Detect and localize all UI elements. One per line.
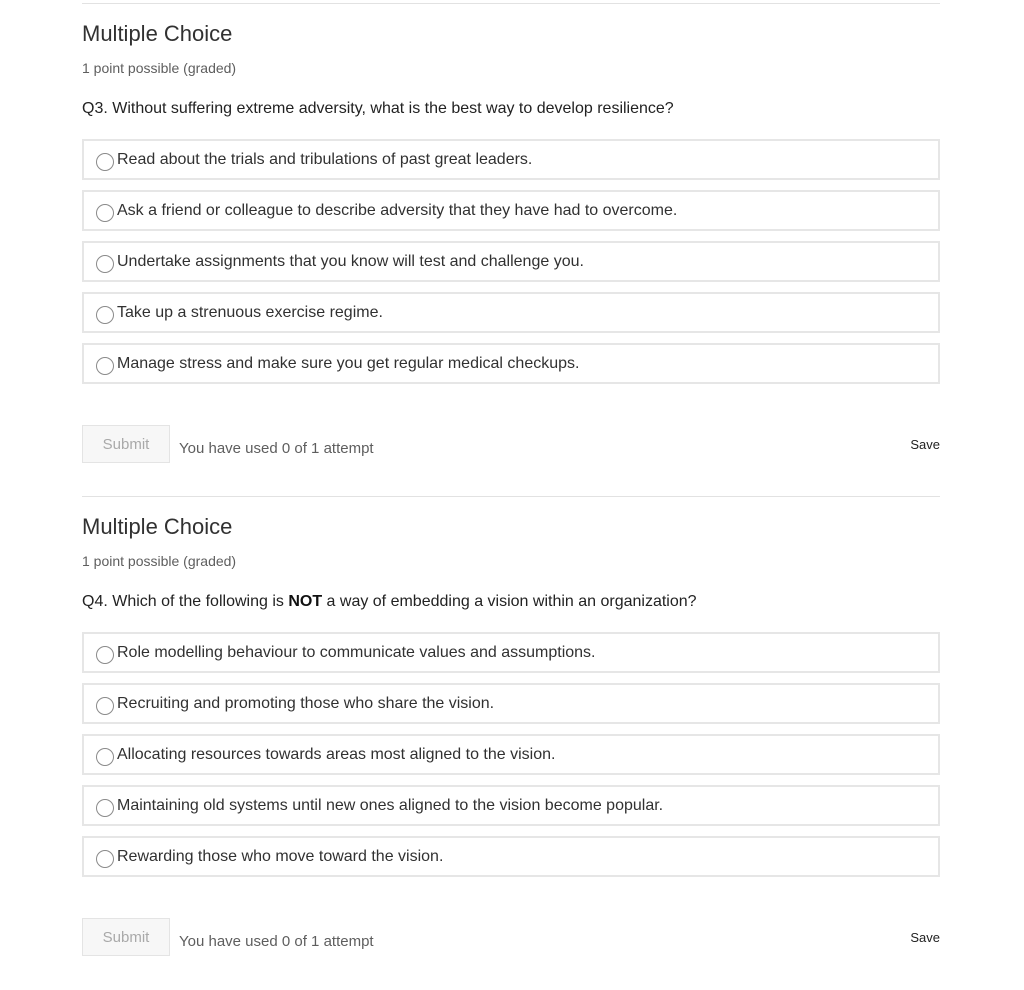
problems-container — [82, 0, 940, 958]
choice-label[interactable]: Manage stress and make sure you get regular medical checkups. — [117, 354, 580, 372]
choice-option[interactable] — [82, 683, 940, 724]
choice-option[interactable] — [82, 785, 940, 826]
choice-label[interactable]: Ask a friend or colleague to describe adversity that they have had to overcome. — [117, 201, 678, 219]
problem-q4 — [82, 513, 940, 958]
radio-button[interactable] — [96, 799, 114, 817]
problem-title: Multiple Choice — [82, 21, 233, 46]
choice-option[interactable] — [82, 139, 940, 180]
radio-button[interactable] — [96, 153, 114, 171]
choice-label[interactable]: Undertake assignments that you know will test and challenge you. — [117, 252, 584, 270]
problem-divider — [82, 3, 940, 4]
radio-button[interactable] — [96, 255, 114, 273]
radio-button[interactable] — [96, 850, 114, 868]
choice-label[interactable]: Rewarding those who move toward the vision. — [117, 847, 444, 865]
choice-option[interactable] — [82, 343, 940, 384]
submit-button[interactable]: Submit — [82, 918, 170, 956]
choice-option[interactable] — [82, 292, 940, 333]
question-prefix: Q3. Without suffering extreme adversity, what is the best way to develop resilience? — [82, 100, 674, 117]
radio-button[interactable] — [96, 306, 114, 324]
choice-option[interactable] — [82, 734, 940, 775]
points-possible: 1 point possible (graded) — [82, 60, 237, 76]
choice-option[interactable] — [82, 241, 940, 282]
radio-button[interactable] — [96, 357, 114, 375]
choice-list — [82, 139, 940, 384]
radio-button[interactable] — [96, 748, 114, 766]
choice-option[interactable] — [82, 632, 940, 673]
problem-title: Multiple Choice — [82, 514, 233, 539]
choice-label[interactable]: Read about the trials and tribulations of past great leaders. — [117, 150, 533, 168]
question-prefix: Q4. Which of the following is — [82, 593, 289, 610]
save-button[interactable]: Save — [910, 930, 940, 945]
choice-option[interactable] — [82, 190, 940, 231]
question-text — [82, 99, 940, 119]
radio-button[interactable] — [96, 646, 114, 664]
radio-button[interactable] — [96, 204, 114, 222]
radio-button[interactable] — [96, 697, 114, 715]
question-suffix: a way of embedding a vision within an organization? — [322, 593, 697, 610]
choice-label[interactable]: Maintaining old systems until new ones aligned to the vision become popular. — [117, 796, 664, 814]
choice-label[interactable]: Take up a strenuous exercise regime. — [117, 303, 383, 321]
choice-label[interactable]: Allocating resources towards areas most aligned to the vision. — [117, 745, 556, 763]
choice-list — [82, 632, 940, 877]
attempts-status: You have used 0 of 1 attempt — [179, 440, 374, 457]
choice-label[interactable]: Role modelling behaviour to communicate values and assumptions. — [117, 643, 596, 661]
problem-q3 — [82, 20, 940, 465]
problem-divider — [82, 496, 940, 497]
question-text — [82, 592, 940, 612]
choice-label[interactable]: Recruiting and promoting those who share the vision. — [117, 694, 495, 712]
choice-option[interactable] — [82, 836, 940, 877]
problem-actions — [82, 918, 940, 958]
points-possible: 1 point possible (graded) — [82, 553, 237, 569]
save-button[interactable]: Save — [910, 437, 940, 452]
submit-button[interactable]: Submit — [82, 425, 170, 463]
question-emphasis: NOT — [288, 593, 323, 610]
problem-actions — [82, 425, 940, 465]
attempts-status: You have used 0 of 1 attempt — [179, 933, 374, 950]
